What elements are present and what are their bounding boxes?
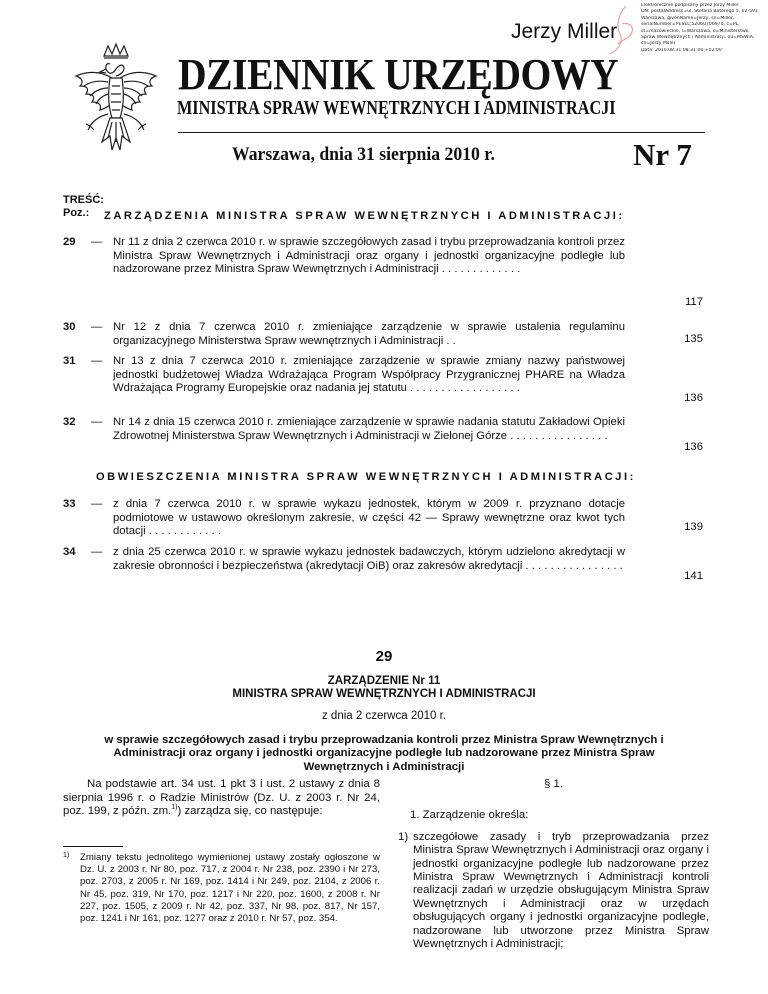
toc-entry-text: Nr 14 z dnia 15 czerwca 2010 r. zmieniające zarządzenie w sprawie nadania statutu Zakładowi Opieki Zdrowotnej Ministerstwa Spraw Wewnętrznych i Administracji w Zielonej Górze . . . . . . . . . . . . . . . . <box>113 416 625 442</box>
act-title-line: ZARZĄDZENIE Nr 11 <box>327 675 441 687</box>
toc-entry-number: 29 <box>63 236 76 248</box>
header-divider <box>178 132 705 133</box>
clause-item-label: 1) <box>398 830 409 843</box>
preamble-text: ) zarządza się, co następuje: <box>177 805 323 818</box>
toc-entry-page: 117 <box>684 296 703 308</box>
issue-date: Warszawa, dnia 31 sierpnia 2010 r. <box>232 144 495 165</box>
toc-entry-number: 33 <box>63 498 76 510</box>
toc-entry-page: 139 <box>684 521 703 533</box>
signature-line: DN: postalAddress=ul. Stefana Batorego 5, 02-591 <box>641 9 758 15</box>
toc-entry-dash: — <box>91 321 103 333</box>
signature-line: cn=Jerzy Miller <box>641 41 676 47</box>
handwritten-signature-icon <box>604 4 640 56</box>
toc-entry-page: 136 <box>684 392 703 404</box>
toc-entry-number: 32 <box>63 416 76 428</box>
toc-entry-page: 136 <box>684 441 703 453</box>
left-column <box>63 778 380 819</box>
toc-heading-position: Poz.: <box>63 206 90 219</box>
act-preamble <box>63 778 380 819</box>
toc-section-orders: ZARZĄDZENIA MINISTRA SPRAW WEWNĘTRZNYCH I ADMINISTRACJI: <box>104 210 625 222</box>
signature-line: serialNumber=PESEL:52060706970, c=PL, <box>641 22 740 28</box>
act-title <box>0 675 768 701</box>
clause-item-text: szczegółowe zasady i tryb przeprowadzania przez Ministra Spraw Wewnętrznych i Administracji oraz organy i jednostki organizacyjne podległe lub nadzorowane przez Ministra Spraw Wewnętrznych i Administracji kontroli realizacji zadań w urzędzie obsługującym Ministra Spraw Wewnętrznych i Administracji oraz w urzędach obsługujących organy i jednostki organizacyjne podległe, nadzorowane lub utworzone przez Ministra Spraw Wewnętrznych i Administracji; <box>413 830 709 951</box>
right-column <box>398 778 709 951</box>
toc-entry-dash: — <box>91 416 103 428</box>
digital-signature-block <box>641 3 765 54</box>
act-position-number: 29 <box>375 648 393 665</box>
issue-number: Nr 7 <box>633 137 692 172</box>
signature-line: Elektronicznie podpisany przez Jerzy Miller <box>641 3 739 8</box>
footnote-text: Zmiany tekstu jednolitego wymienionej ustawy zostały ogłoszone w Dz. U. z 2003 r. Nr 80, poz. 717, z 2004 r. Nr 238, poz. 2390 i Nr 273, poz. 2703, z 2005 r. Nr 169, poz. 1414 i Nr 249, poz. 2104, z 2006 r. Nr 45, poz. 319, Nr 170, poz. 1217 i Nr 220, poz. 1600, z 2008 r. Nr 227, poz. 1505, z 2009 r. Nr 42, poz. 337, Nr 98, poz. 817, Nr 157, poz. 1241 i Nr 161, poz. 1277 oraz z 2010 r. Nr 57, poz. 354. <box>80 852 380 925</box>
footnote <box>63 852 380 925</box>
toc-entry-text: Nr 12 z dnia 7 czerwca 2010 r. zmieniające zarządzenie w sprawie ustalenia regulaminu organizacyjnego Ministerstwa Spraw wewnętrznych i Administracji . . <box>113 321 625 347</box>
toc-entry-text: z dnia 7 czerwca 2010 r. w sprawie wykazu jednostek, którym w 2009 r. przyznano dotacje podmiotowe w ustawowo określonym zakresie, w części 42 — Sprawy wewnętrzne oraz kwot tych dotacji . . . . . . . . . . . . <box>113 498 625 537</box>
toc-entry-text: z dnia 25 czerwca 2010 r. w sprawie wykazu jednostek badawczych, którym udzielono akredytacji w zakresie obronności i bezpieczeństwa (akredytacji OiB) oraz zakresów akredytacji . . . . . . . . . . . . . . . . <box>113 546 625 572</box>
toc-entry-dash: — <box>91 236 103 248</box>
signature-line: st=mazowieckie, l=Warszawa, o=Ministerstwo <box>641 28 749 34</box>
act-title-line: MINISTRA SPRAW WEWNĘTRZNYCH I ADMINISTRACJI <box>232 688 536 700</box>
toc-heading <box>63 194 104 219</box>
preamble-text: Na podstawie art. 34 ust. 1 pkt 3 i ust. 2 ustawy z dnia 8 sierpnia 1996 r. o Radzie Ministrów (Dz. U. z 2003 r. Nr 24, poz. 199, z późn. zm. <box>63 778 380 818</box>
toc-entry-page: 141 <box>684 570 703 582</box>
footnote-marker: 1) <box>63 852 70 859</box>
toc-entry-number: 30 <box>63 321 76 333</box>
toc-heading-contents: TREŚĆ: <box>63 194 104 206</box>
signature-line: Data: 2010.08.31 08:31:00 +02'00' <box>641 47 723 53</box>
footnote-reference[interactable]: 1) <box>171 804 178 812</box>
toc-entry-dash: — <box>91 546 103 558</box>
signature-line: Warszawa, givenName=Jerzy, sn=Miller, <box>641 15 735 21</box>
journal-subtitle: MINISTRA SPRAW WEWNĘTRZNYCH I ADMINISTRACJI <box>177 97 616 119</box>
journal-title: DZIENNIK URZĘDOWY <box>178 50 619 99</box>
act-subject: w sprawie szczegółowych zasad i trybu przeprowadzania kontroli przez Ministra Spraw Wewnętrznych i Administracji oraz organy i jednostki organizacyjne podległe lub nadzorowane przez Ministra Spraw Wewnętrznych i Administracji <box>104 734 664 773</box>
paragraph-sign: § 1. <box>544 778 563 790</box>
toc-entry-dash: — <box>91 355 103 367</box>
toc-entry-text: Nr 13 z dnia 7 czerwca 2010 r. zmieniające zarządzenie w sprawie zmiany nazwy państwowej jednostki budżetowej Władza Wdrażająca Program Współpracy Przygranicznej PHARE na Władza Wdrażająca Programy Europejskie oraz nadania jej statutu . . . . . . . . . . . . . . . . . . <box>113 355 625 394</box>
toc-entry-number: 31 <box>63 355 76 367</box>
toc-entry-number: 34 <box>63 546 76 558</box>
toc-entry-text: Nr 11 z dnia 2 czerwca 2010 r. w sprawie szczegółowych zasad i trybu przeprowadzania kontroli przez Ministra Spraw Wewnętrznych i Administracji oraz organy i jednostki organizacyjne podległe lub nadzorowane przez Ministra Spraw Wewnętrznych i Administracji . . . . . . . . . . . . . <box>113 236 625 275</box>
toc-entry-page: 135 <box>684 333 703 345</box>
footnote-divider <box>63 846 123 847</box>
section-clause: 1. Zarządzenie określa: <box>410 809 529 822</box>
signer-name: Jerzy Miller <box>511 20 618 43</box>
act-date: z dnia 2 czerwca 2010 r. <box>321 710 446 722</box>
signature-line: Spraw Wewnętrznych i Administracji, ou=MSWiA, <box>641 35 755 41</box>
toc-section-notices: OBWIESZCZENIA MINISTRA SPRAW WEWNĘTRZNYCH I ADMINISTRACJI: <box>96 471 636 483</box>
clause-item <box>398 831 709 952</box>
polish-eagle-emblem-icon <box>66 42 166 160</box>
toc-entry-dash: — <box>91 498 103 510</box>
